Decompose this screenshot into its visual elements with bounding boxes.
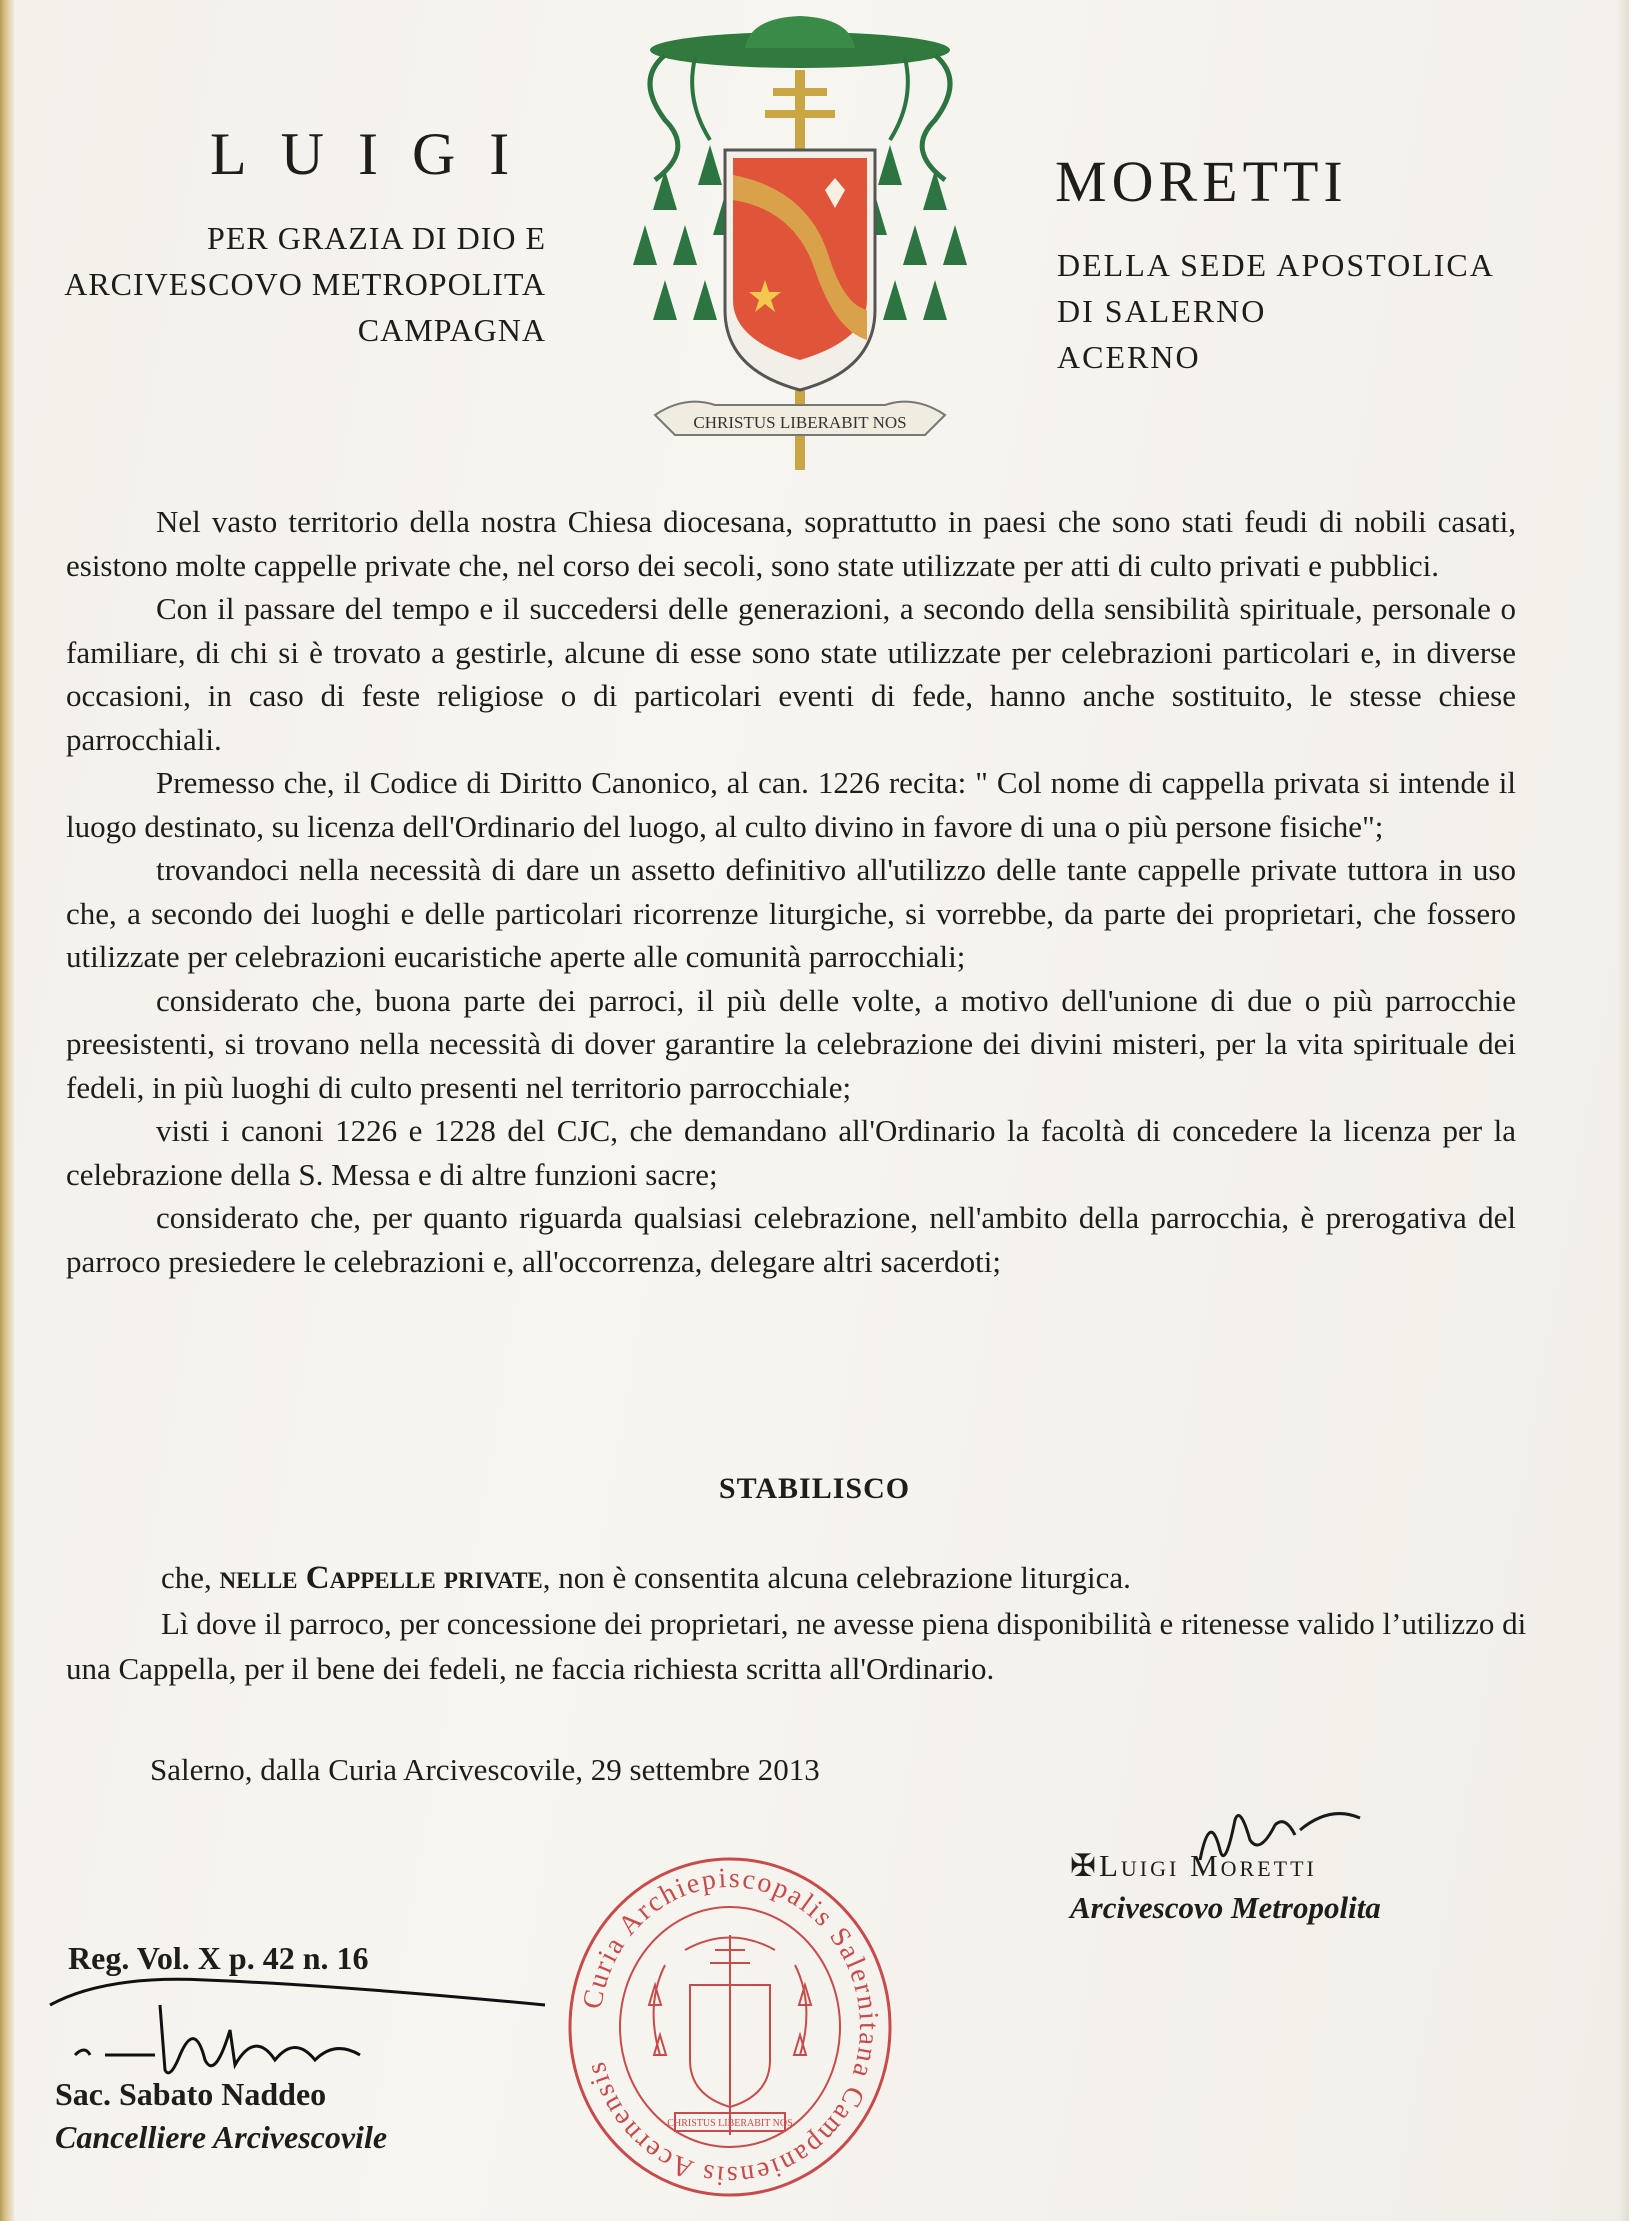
header-left-line: ARCIVESCOVO METROPOLITA [64, 266, 546, 302]
galero-hat-crown [745, 16, 855, 48]
decree-text [66, 1555, 1536, 1691]
decree-emphasis: nelle Cappelle private [219, 1560, 543, 1596]
decree-heading: STABILISCO [718, 1472, 911, 1505]
signatory-role: Arcivescovo Metropolita [1070, 1890, 1381, 1925]
decree-line-2: Lì dove il parroco, per concessione dei proprietari, ne avesse piena disponibilità e ritenesse valido l’utilizzo di una Cappella, per il bene dei fedeli, ne faccia richiesta scritta all'Ordinario. [66, 1606, 1527, 1686]
body-paragraph: visti i canoni 1226 e 1228 del CJC, che demandano all'Ordinario la facoltà di concedere la licenza per la celebrazione della S. Messa e di altre funzioni sacre; [66, 1113, 1516, 1192]
header-right-line: DI SALERNO [1057, 293, 1267, 329]
seal-ring-text: Curia Archiepiscopalis Salernitana Campaniensis Acernensis [576, 1862, 885, 2192]
chancellor-role: Cancelliere Arcivescovile [55, 2119, 388, 2155]
registry-reference: Reg. Vol. X p. 42 n. 16 [68, 1940, 369, 1976]
decree-line-1 [66, 1555, 1536, 1601]
archbishop-first-name: LUIGI [210, 121, 544, 187]
coat-of-arms-emblem [625, 10, 975, 480]
signature-block-right [1070, 1848, 1490, 1926]
seal-motto: CHRISTUS LIBERABIT NOS [667, 2118, 793, 2129]
header-right-line: DELLA SEDE APOSTOLICA [1057, 247, 1495, 283]
chancellor-name: Sac. Sabato Naddeo [55, 2076, 327, 2112]
header-left-line: PER GRAZIA DI DIO E [207, 220, 546, 256]
body-paragraph: considerato che, per quanto riguarda qualsiasi celebrazione, nell'ambito della parrocchia, è prerogativa del parroco presiedere le celebrazioni e, all'occorrenza, delegare altri sacerdoti; [66, 1200, 1516, 1279]
body-paragraph: Con il passare del tempo e il succedersi delle generazioni, a secondo della sensibilità spirituale, personale o familiare, di chi si è trovato a gestirle, alcune di esse sono state utilizzate per celebrazioni particolari e, in diverse occasioni, in caso di feste religiose o di particolari eventi di fede, hanno anche sostituito, le stesse chiese parrocchiali. [66, 591, 1516, 757]
body-paragraph: considerato che, buona parte dei parroci, il più delle volte, a motivo dell'unione di due o più parrocchie preesistenti, si trovano nella necessità di dover garantire la celebrazione dei divini misteri, per la vita spirituale dei fedeli, in più luoghi di culto presenti nel territorio parrocchiale; [66, 982, 1516, 1105]
header-left-title [60, 215, 546, 353]
binding-edge [0, 0, 14, 2221]
motto-text: CHRISTUS LIBERABIT NOS [693, 413, 907, 432]
seal-emblem [649, 1935, 811, 2135]
body-paragraph: Premesso che, il Codice di Diritto Canonico, al can. 1226 recita: " Col nome di cappella privata si intende il luogo destinato, su licenza dell'Ordinario del luogo, al culto divino in favore di una o più persone fisiche"; [66, 765, 1516, 844]
document-body [66, 500, 1516, 1283]
page-right-edge [1619, 0, 1629, 2221]
decree-line-1-post: , non è consentita alcuna celebrazione liturgica. [542, 1560, 1131, 1595]
signatory-name: ✠Luigi Moretti [1070, 1848, 1317, 1883]
signature-block-left [55, 2076, 535, 2156]
body-paragraph: trovandoci nella necessità di dare un assetto definitivo all'utilizzo delle tante cappelle private tuttora in uso che, a secondo dei luoghi e delle particolari ricorrenze liturgiche, si vorrebbe, da parte dei proprietari, che fossero utilizzate per celebrazioni eucaristiche aperte alle comunità parrocchiali; [66, 852, 1516, 974]
date-line: Salerno, dalla Curia Arcivescovile, 29 settembre 2013 [150, 1752, 820, 1787]
header-right-title [1057, 242, 1577, 380]
chancellor-handwritten-signature [45, 1960, 565, 2080]
curia-seal-stamp [565, 1855, 895, 2200]
header-left-line: CAMPAGNA [357, 312, 546, 348]
archbishop-last-name: MORETTI [1055, 149, 1348, 214]
header-right-line: ACERNO [1057, 339, 1201, 375]
body-paragraph: Nel vasto territorio della nostra Chiesa diocesana, soprattutto in paesi che sono stati feudi di nobili casati, esistono molte cappelle private che, nel corso dei secoli, sono state utilizzate per atti di culto privati e pubblici. [66, 504, 1516, 583]
decree-line-1-pre: che, [161, 1560, 220, 1595]
